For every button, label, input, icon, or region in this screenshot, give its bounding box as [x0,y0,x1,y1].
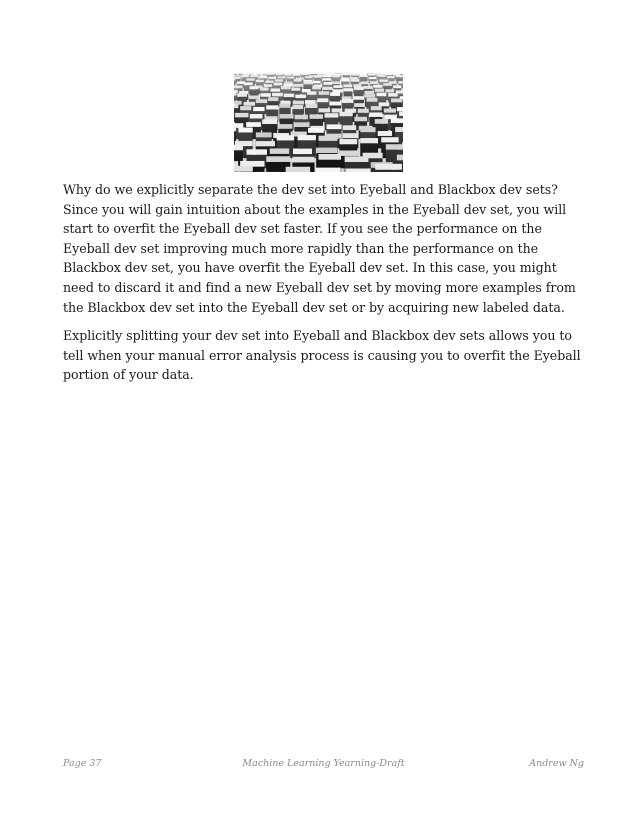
footer-title: Machine Learning Yearning-Draft [242,758,405,769]
paragraph: Explicitly splitting your dev set into Eyeball and Blackbox dev sets allows you to tell when your manual error analysis process is causing you to overfit the Eyeball portion of your data. [63,328,581,383]
footer-page-number: Page 37 [63,758,102,769]
body-text [63,180,583,394]
page-footer [63,758,584,774]
paragraph: Why do we explicitly separate the dev set into Eyeball and Blackbox dev sets? Since you will gain intuition about the examples in the Eyeball dev set, you will start to overfit the Eyeball dev set faster. If you see the performance on the Eyeball dev set improving much more rapidly than the performance on the Blackbox dev set, you have overfit the Eyeball dev set. In this case, you might need to discard it and find a new Eyeball dev set by moving more examples from the Blackbox dev set into the Eyeball dev set or by acquiring new labeled data. [63,182,576,315]
footer-author: Andrew Ng [529,758,584,769]
cubes-illustration [234,72,403,172]
cubes-image [234,72,403,172]
